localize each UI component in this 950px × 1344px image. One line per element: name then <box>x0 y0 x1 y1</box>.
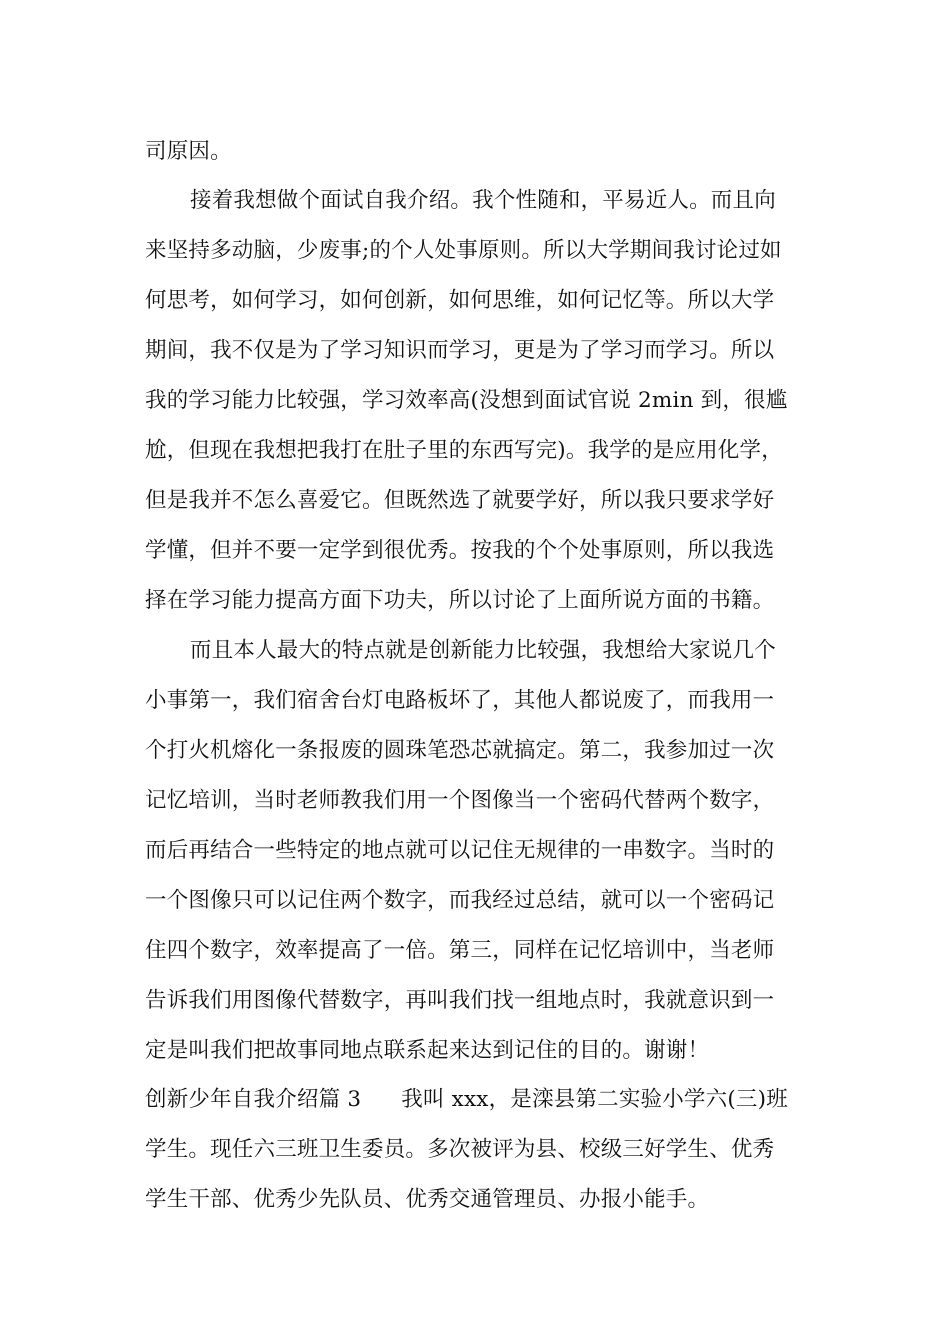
section-first-line: 我叫 xxx，是滦县第二实验小学六(三)班 <box>401 1087 788 1112</box>
text-line: 一个图像只可以记住两个数字，而我经过总结，就可以一个密码记 <box>145 888 775 913</box>
text-line: 定是叫我们把故事同地点联系起来达到记住的目的。谢谢！ <box>145 1038 710 1063</box>
paragraph-first-line: 接着我想做个面试自我介绍。我个性随和，平易近人。而且向 <box>190 188 776 213</box>
text-line: 择在学习能力提高方面下功夫，所以讨论了上面所说方面的书籍。 <box>145 588 775 613</box>
text-line: 记忆培训，当时老师教我们用一个图像当一个密码代替两个数字， <box>145 788 775 813</box>
text-line: 我的学习能力比较强，学习效率高(没想到面试官说 2min 到，很尴 <box>145 388 788 413</box>
text-line: 告诉我们用图像代替数字，再叫我们找一组地点时，我就意识到一 <box>145 988 775 1013</box>
text-line: 但是我并不怎么喜爱它。但既然选了就要学好，所以我只要求学好 <box>145 488 775 513</box>
section-heading: 创新少年自我介绍篇 3 <box>145 1087 362 1112</box>
text-line: 住四个数字，效率提高了一倍。第三，同样在记忆培训中，当老师 <box>145 938 775 963</box>
text-line: 期间，我不仅是为了学习知识而学习，更是为了学习而学习。所以 <box>145 338 775 363</box>
text-line: 小事第一，我们宿舍台灯电路板坏了，其他人都说废了，而我用一 <box>145 688 775 713</box>
text-line: 何思考，如何学习，如何创新，如何思维，如何记忆等。所以大学 <box>145 288 775 313</box>
paragraph-first-line: 而且本人最大的特点就是创新能力比较强，我想给大家说几个 <box>190 638 776 663</box>
text-line: 学生。现任六三班卫生委员。多次被评为县、校级三好学生、优秀 <box>145 1137 775 1162</box>
text-line: 司原因。 <box>145 139 232 164</box>
text-line: 个打火机熔化一条报废的圆珠笔恐芯就搞定。第二，我参加过一次 <box>145 738 775 763</box>
text-line: 尬，但现在我想把我打在肚子里的东西写完)。我学的是应用化学， <box>145 438 783 463</box>
section-heading-line <box>145 1085 815 1115</box>
text-line: 来坚持多动脑，少废事;的个人处事原则。所以大学期间我讨论过如 <box>145 238 782 263</box>
text-line: 学生干部、优秀少先队员、优秀交通管理员、办报小能手。 <box>145 1187 710 1212</box>
text-line: 学懂，但并不要一定学到很优秀。按我的个个处事原则，所以我选 <box>145 538 775 563</box>
text-line: 而后再结合一些特定的地点就可以记住无规律的一串数字。当时的 <box>145 838 775 863</box>
